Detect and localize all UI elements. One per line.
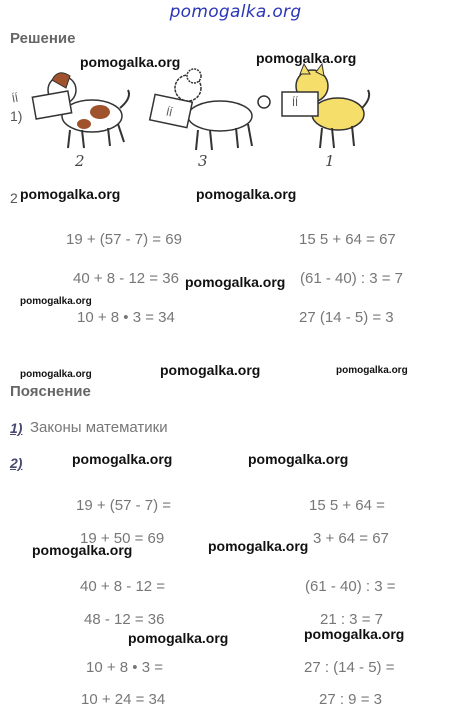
dog-card-1: ÍÍ [11,92,20,106]
site-title[interactable]: pomogalka.org [169,2,302,22]
dog-card-3: ÍÍ [292,97,299,109]
dog-order-1: 2 [75,152,85,170]
watermark: pomogalka.org [20,369,92,380]
dog-illustration-brown [30,68,140,153]
explain-right-3: (61 - 40) : 3 = [305,578,396,595]
answer-right-3: 27 (14 - 5) = 3 [299,309,394,326]
watermark: pomogalka.org [208,538,309,554]
explain-left-1: 19 + (57 - 7) = [76,497,172,514]
explanation-heading: Пояснение [10,383,91,400]
task1-number: 1) [10,108,23,124]
explain-right-6: 27 : 9 = 3 [319,691,382,708]
answer-left-3: 10 + 8 • 3 = 34 [77,309,175,326]
watermark: pomogalka.org [20,296,92,307]
watermark: pomogalka.org [32,542,133,558]
explanation-item1-text: Законы математики [30,419,168,436]
explain-right-2: 3 + 64 = 67 [313,530,389,547]
explain-left-2: 19 + 50 = 69 [80,530,165,547]
explain-right-4: 21 : 3 = 7 [320,611,383,628]
explain-left-5: 10 + 8 • 3 = [86,659,163,676]
watermark: pomogalka.org [196,186,297,202]
dog-card-2: ÍÍ [164,106,174,120]
explain-left-4: 48 - 12 = 36 [84,611,165,628]
watermark: pomogalka.org [20,186,121,202]
answer-left-1: 19 + (57 - 7) = 69 [66,231,182,248]
answer-left-2: 40 + 8 - 12 = 36 [73,270,179,287]
watermark: pomogalka.org [80,54,181,70]
watermark: pomogalka.org [128,630,229,646]
watermark: pomogalka.org [72,451,173,467]
explain-right-1: 15 5 + 64 = [309,497,385,514]
watermark: pomogalka.org [256,50,357,66]
explanation-item2-number[interactable]: 2) [10,455,23,471]
watermark: pomogalka.org [160,362,261,378]
task2-number: 2 [10,190,18,206]
dog-order-2: 3 [198,152,208,170]
answer-right-1: 15 5 + 64 = 67 [299,231,396,248]
answer-right-2: (61 - 40) : 3 = 7 [300,270,403,287]
explain-right-5: 27 : (14 - 5) = [304,659,395,676]
watermark: pomogalka.org [336,365,408,376]
explanation-item1-number[interactable]: 1) [10,420,23,436]
watermark: pomogalka.org [248,451,349,467]
solution-heading: Решение [10,30,76,47]
explain-left-3: 40 + 8 - 12 = [80,578,166,595]
watermark: pomogalka.org [185,274,286,290]
dog-order-3: 1 [325,152,335,170]
explain-left-6: 10 + 24 = 34 [81,691,166,708]
watermark: pomogalka.org [304,626,405,642]
